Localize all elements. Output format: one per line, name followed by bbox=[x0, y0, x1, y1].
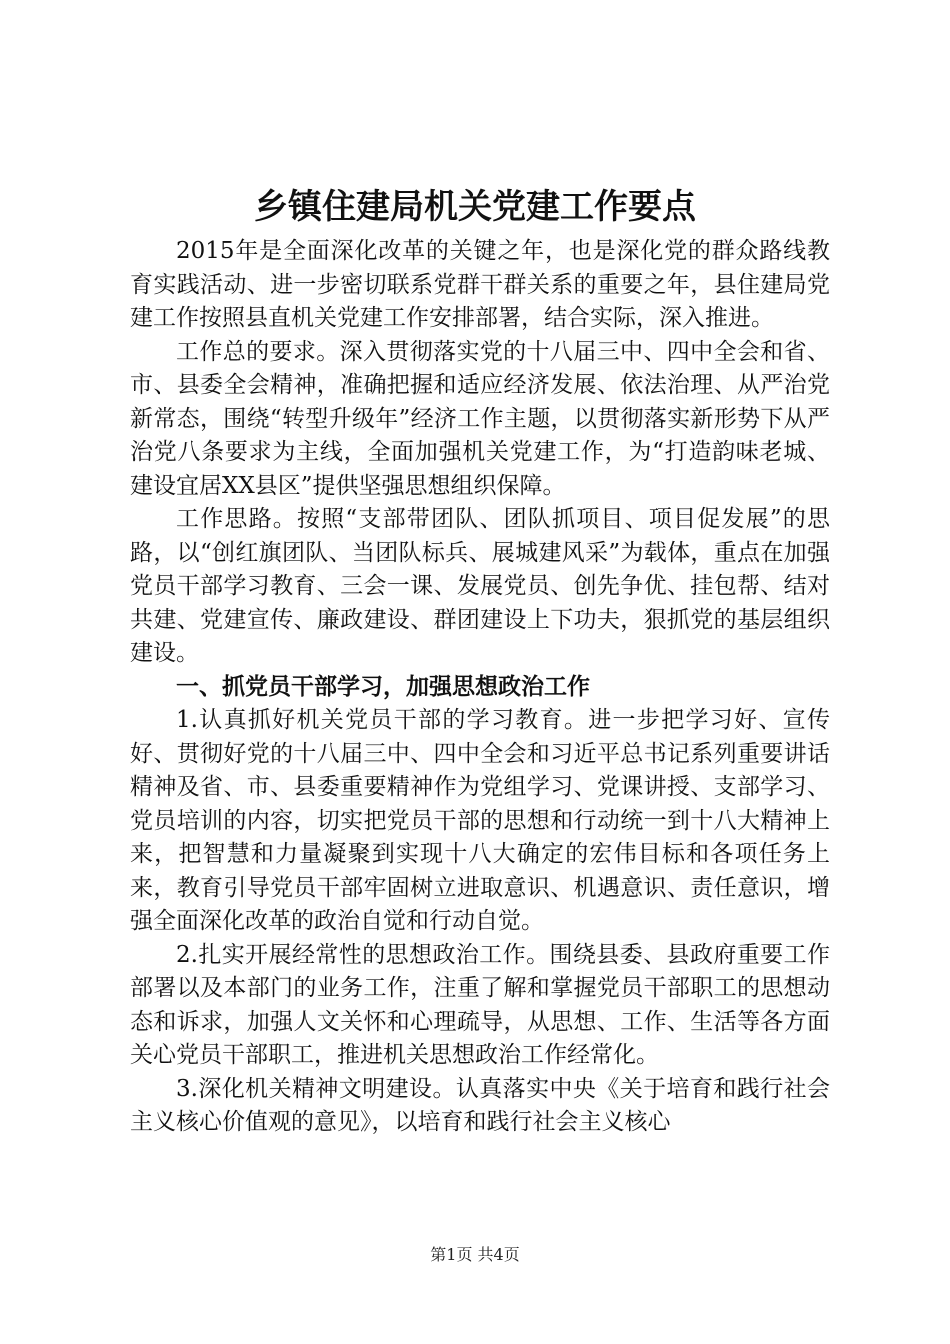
paragraph-work-approach: 工作思路。按照“支部带团队、团队抓项目、项目促发展”的思路，以“创红旗团队、当团队标兵、展城建风采”为载体，重点在加强党员干部学习教育、三会一课、发展党员、创先争优、挂包帮、结对共建、党建宣传、廉政建设、群团建设上下功夫，狠抓党的基层组织建设。 bbox=[130, 506, 830, 666]
document-body bbox=[130, 235, 830, 1140]
page-number-footer: 第1页 共4页 bbox=[430, 1245, 520, 1264]
document-title: 乡镇住建局机关党建工作要点 bbox=[254, 187, 696, 227]
list-item-ideological-work: 2.扎实开展经常性的思想政治工作。围绕县委、县政府重要工作部署以及本部门的业务工作，注重了解和掌握党员干部职工的思想动态和诉求，加强人文关怀和心理疏导，从思想、工作、生活等各方面关心党员干部职工，推进机关思想政治工作经常化。 bbox=[130, 941, 830, 1068]
list-item-study-education: 1.认真抓好机关党员干部的学习教育。进一步把学习好、宣传好、贯彻好党的十八届三中、四中全会和习近平总书记系列重要讲话精神及省、市、县委重要精神作为党组学习、党课讲授、支部学习、党员培训的内容，切实把党员干部的思想和行动统一到十八大精神上来，把智慧和力量凝聚到实现十八大确定的宏伟目标和各项任务上来，教育引导党员干部牢固树立进取意识、机遇意识、责任意识，增强全面深化改革的政治自觉和行动自觉。 bbox=[130, 707, 830, 934]
section-heading-1: 一、抓党员干部学习，加强思想政治工作 bbox=[176, 673, 590, 700]
paragraph-overall-requirements: 工作总的要求。深入贯彻落实党的十八届三中、四中全会和省、市、县委全会精神，准确把握和适应经济发展、依法治理、从严治党新常态，围绕“转型升级年”经济工作主题，以贯彻落实新形势下从严治党八条要求为主线，全面加强机关党建工作，为“打造韵味老城、建设宜居XX县区”提供坚强思想组织保障。 bbox=[130, 338, 830, 499]
list-item-spiritual-civilization: 3.深化机关精神文明建设。认真落实中央《关于培育和践行社会主义核心价值观的意见》，以培育和践行社会主义核心 bbox=[130, 1075, 830, 1135]
paragraph-intro: 2015年是全面深化改革的关键之年，也是深化党的群众路线教育实践活动、进一步密切联系党群干群关系的重要之年，县住建局党建工作按照县直机关党建工作安排部署，结合实际，深入推进。 bbox=[130, 238, 830, 331]
